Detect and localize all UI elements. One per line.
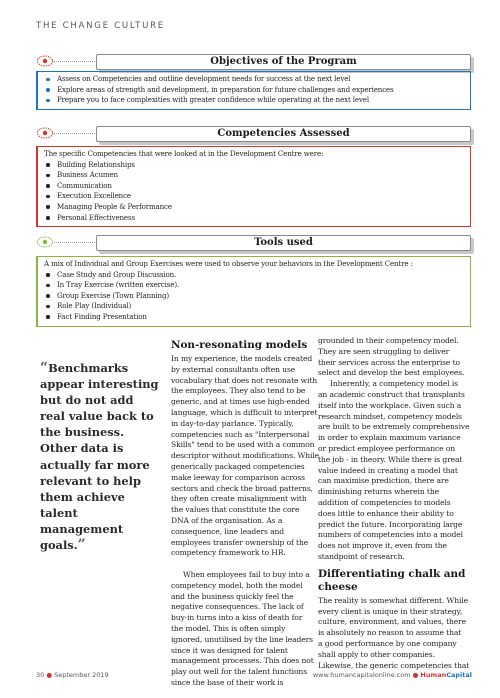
section-objectives-header	[36, 51, 471, 73]
target-icon	[36, 236, 54, 248]
text-line: descriptor without modifications. While	[171, 451, 320, 461]
close-quote-mark: ”	[77, 537, 86, 554]
paragraph	[318, 336, 476, 379]
list-item: Prepare you to face complexities with greater confidence while operating at the next level	[44, 95, 464, 106]
text-line: every client is unique in their strategy,	[318, 606, 463, 616]
text-line: They are seen struggling to deliver	[318, 346, 450, 356]
text-line: by external consultants often use	[171, 364, 296, 374]
text-line: since the base of their work is	[171, 677, 284, 687]
text-line: employees transfer ownership of the	[171, 537, 309, 547]
footer-folio	[36, 671, 109, 679]
text-line: When employees fail to buy into a	[183, 569, 310, 579]
bullet-separator: ●	[412, 671, 419, 679]
paragraph	[318, 379, 476, 563]
brand-logo-human: Human	[420, 671, 447, 679]
panel-intro: A mix of Individual and Group Exercises were used to observe your behaviors in the Development Centre :	[44, 259, 413, 268]
list-item: Role Play (Individual)	[44, 301, 464, 312]
list-item: Case Study and Group Discussion.	[44, 270, 464, 281]
list-item: Business Acumen	[44, 170, 464, 181]
list-item: Communication	[44, 181, 464, 192]
section-tools-header	[36, 232, 471, 254]
list-item: Assess on Competencies and outline development needs for success at the next level	[44, 74, 464, 85]
text-line: consequence, line leaders and	[171, 526, 285, 536]
text-line: culture, environment, and values, there	[318, 617, 467, 627]
panel-intro: The specific Competencies that were looked at in the Development Centre were:	[44, 149, 324, 158]
text-line: the job - in theory. While there is great	[318, 454, 463, 464]
list-item: Group Exercise (Town Planning)	[44, 291, 464, 302]
text-line: research mindset, competency models	[318, 411, 462, 421]
footer-brand	[313, 671, 472, 679]
page-number: 30	[36, 671, 45, 679]
list-item: Execution Excellence	[44, 191, 464, 202]
objectives-panel	[36, 71, 471, 110]
pull-quote	[40, 360, 162, 553]
subheading: Differentiating chalk and cheese	[318, 567, 466, 593]
text-line: competency framework to HR.	[171, 548, 286, 558]
text-line: sectors and check the broad patterns,	[171, 483, 313, 493]
text-line: are built to be extremely comprehensive	[318, 422, 470, 432]
list-item: Explore areas of strength and development, in preparation for future challenges and experiences	[44, 85, 464, 96]
website-url: www.humancapitalonline.com	[312, 671, 411, 679]
running-head: THE CHANGE CULTURE	[36, 21, 165, 31]
text-line: Skills" tend to be used with a common	[171, 440, 315, 450]
open-quote-mark: “	[40, 360, 49, 376]
text-line: value indeed in creating a model that	[318, 465, 458, 475]
article-column-1	[171, 338, 326, 689]
bullet-separator: ●	[46, 671, 53, 679]
text-line: vocabulary that does not resonate with	[171, 375, 318, 385]
issue-date: September 2019	[54, 671, 109, 679]
text-line: competencies such as "Interpersonal	[171, 429, 310, 439]
text-line: itself into the workplace. Given such a	[318, 400, 462, 410]
text-line: select and develop the best employees.	[318, 368, 465, 378]
text-line: and the business quickly feel the	[171, 591, 294, 601]
text-line: the employees. They also tend to be	[171, 386, 306, 396]
text-line: make leeway for comparison across	[171, 472, 305, 482]
brand-logo-capital: Capital	[446, 671, 472, 679]
text-line: numbers of competencies into a model	[318, 530, 463, 540]
text-line: standpoint of research.	[318, 551, 405, 561]
text-line: In my experience, the models created	[171, 354, 313, 363]
section-title: Objectives of the Program	[96, 54, 471, 70]
text-line: in order to explain maximum variance	[318, 433, 461, 443]
article-column-2	[318, 336, 476, 671]
text-line: grounded in their competency model.	[318, 336, 459, 345]
text-line: an academic construct that transplants	[318, 389, 465, 399]
text-line: Likewise, the generic competencies that	[318, 660, 470, 670]
section-title: Competencies Assessed	[96, 126, 471, 142]
text-line: the values that constitute the core	[171, 505, 300, 515]
subheading: Non-resonating models	[171, 339, 308, 351]
text-line: addition of competencies to models	[318, 497, 451, 507]
text-line: ignored, unutilised by the line leaders	[171, 634, 313, 644]
pull-quote-text: Benchmarks appear interesting but do not add real value back to the business. Other data is actually far more relevant to help them achieve talent management goals.	[40, 361, 159, 553]
list-item: Managing People & Performance	[44, 202, 464, 213]
text-line: management processes. This does not	[171, 656, 314, 666]
competencies-panel	[36, 146, 471, 227]
text-line: since it was designed for talent	[171, 645, 288, 655]
text-line: Inherently, a competency model is	[330, 379, 458, 389]
paragraph	[171, 570, 326, 689]
text-line: diminishing returns wherein the	[318, 487, 439, 497]
text-line: can maximise prediction, there are	[318, 476, 449, 486]
target-icon	[36, 55, 54, 67]
target-icon	[36, 127, 54, 139]
text-line: a good performance by one company	[318, 638, 457, 648]
text-line: generic, and at times use high-ended	[171, 397, 310, 407]
list-item: Fact Finding Presentation	[44, 312, 464, 323]
text-line: buy-in turns into a kiss of death for	[171, 613, 303, 623]
text-line: does not improve it, even from the	[318, 541, 447, 551]
text-line: predict the future. Incorporating large	[318, 519, 463, 529]
text-line: the model. This is often simply	[171, 623, 286, 633]
text-line: shall apply to other companies.	[318, 649, 435, 659]
text-line: is absolutely no reason to assume that	[318, 628, 462, 638]
text-line: play out well for the talent functions	[171, 667, 307, 677]
text-line: or predict employee performance on	[318, 443, 456, 453]
paragraph	[318, 596, 476, 672]
section-competencies-header	[36, 123, 471, 145]
text-line: does little to enhance their ability to	[318, 508, 454, 518]
text-line: language, which is difficult to interpret	[171, 407, 318, 417]
text-line: in day-to-day parlance. Typically,	[171, 418, 294, 428]
text-line: competency model, both the model	[171, 580, 303, 590]
text-line: The reality is somewhat different. While	[318, 595, 468, 605]
list-item: In Tray Exercise (written exercise).	[44, 280, 464, 291]
list-item: Personal Effectiveness	[44, 213, 464, 224]
text-line: negative consequences. The lack of	[171, 602, 304, 612]
text-line: they often create misalignment with	[171, 494, 307, 504]
paragraph	[171, 354, 326, 559]
list-item: Building Relationships	[44, 160, 464, 171]
text-line: DNA of the organisation. As a	[171, 515, 283, 525]
section-title: Tools used	[96, 235, 471, 251]
tools-panel	[36, 256, 471, 327]
text-line: generically packaged competencies	[171, 461, 305, 471]
text-line: their services across the enterprise to	[318, 357, 460, 367]
